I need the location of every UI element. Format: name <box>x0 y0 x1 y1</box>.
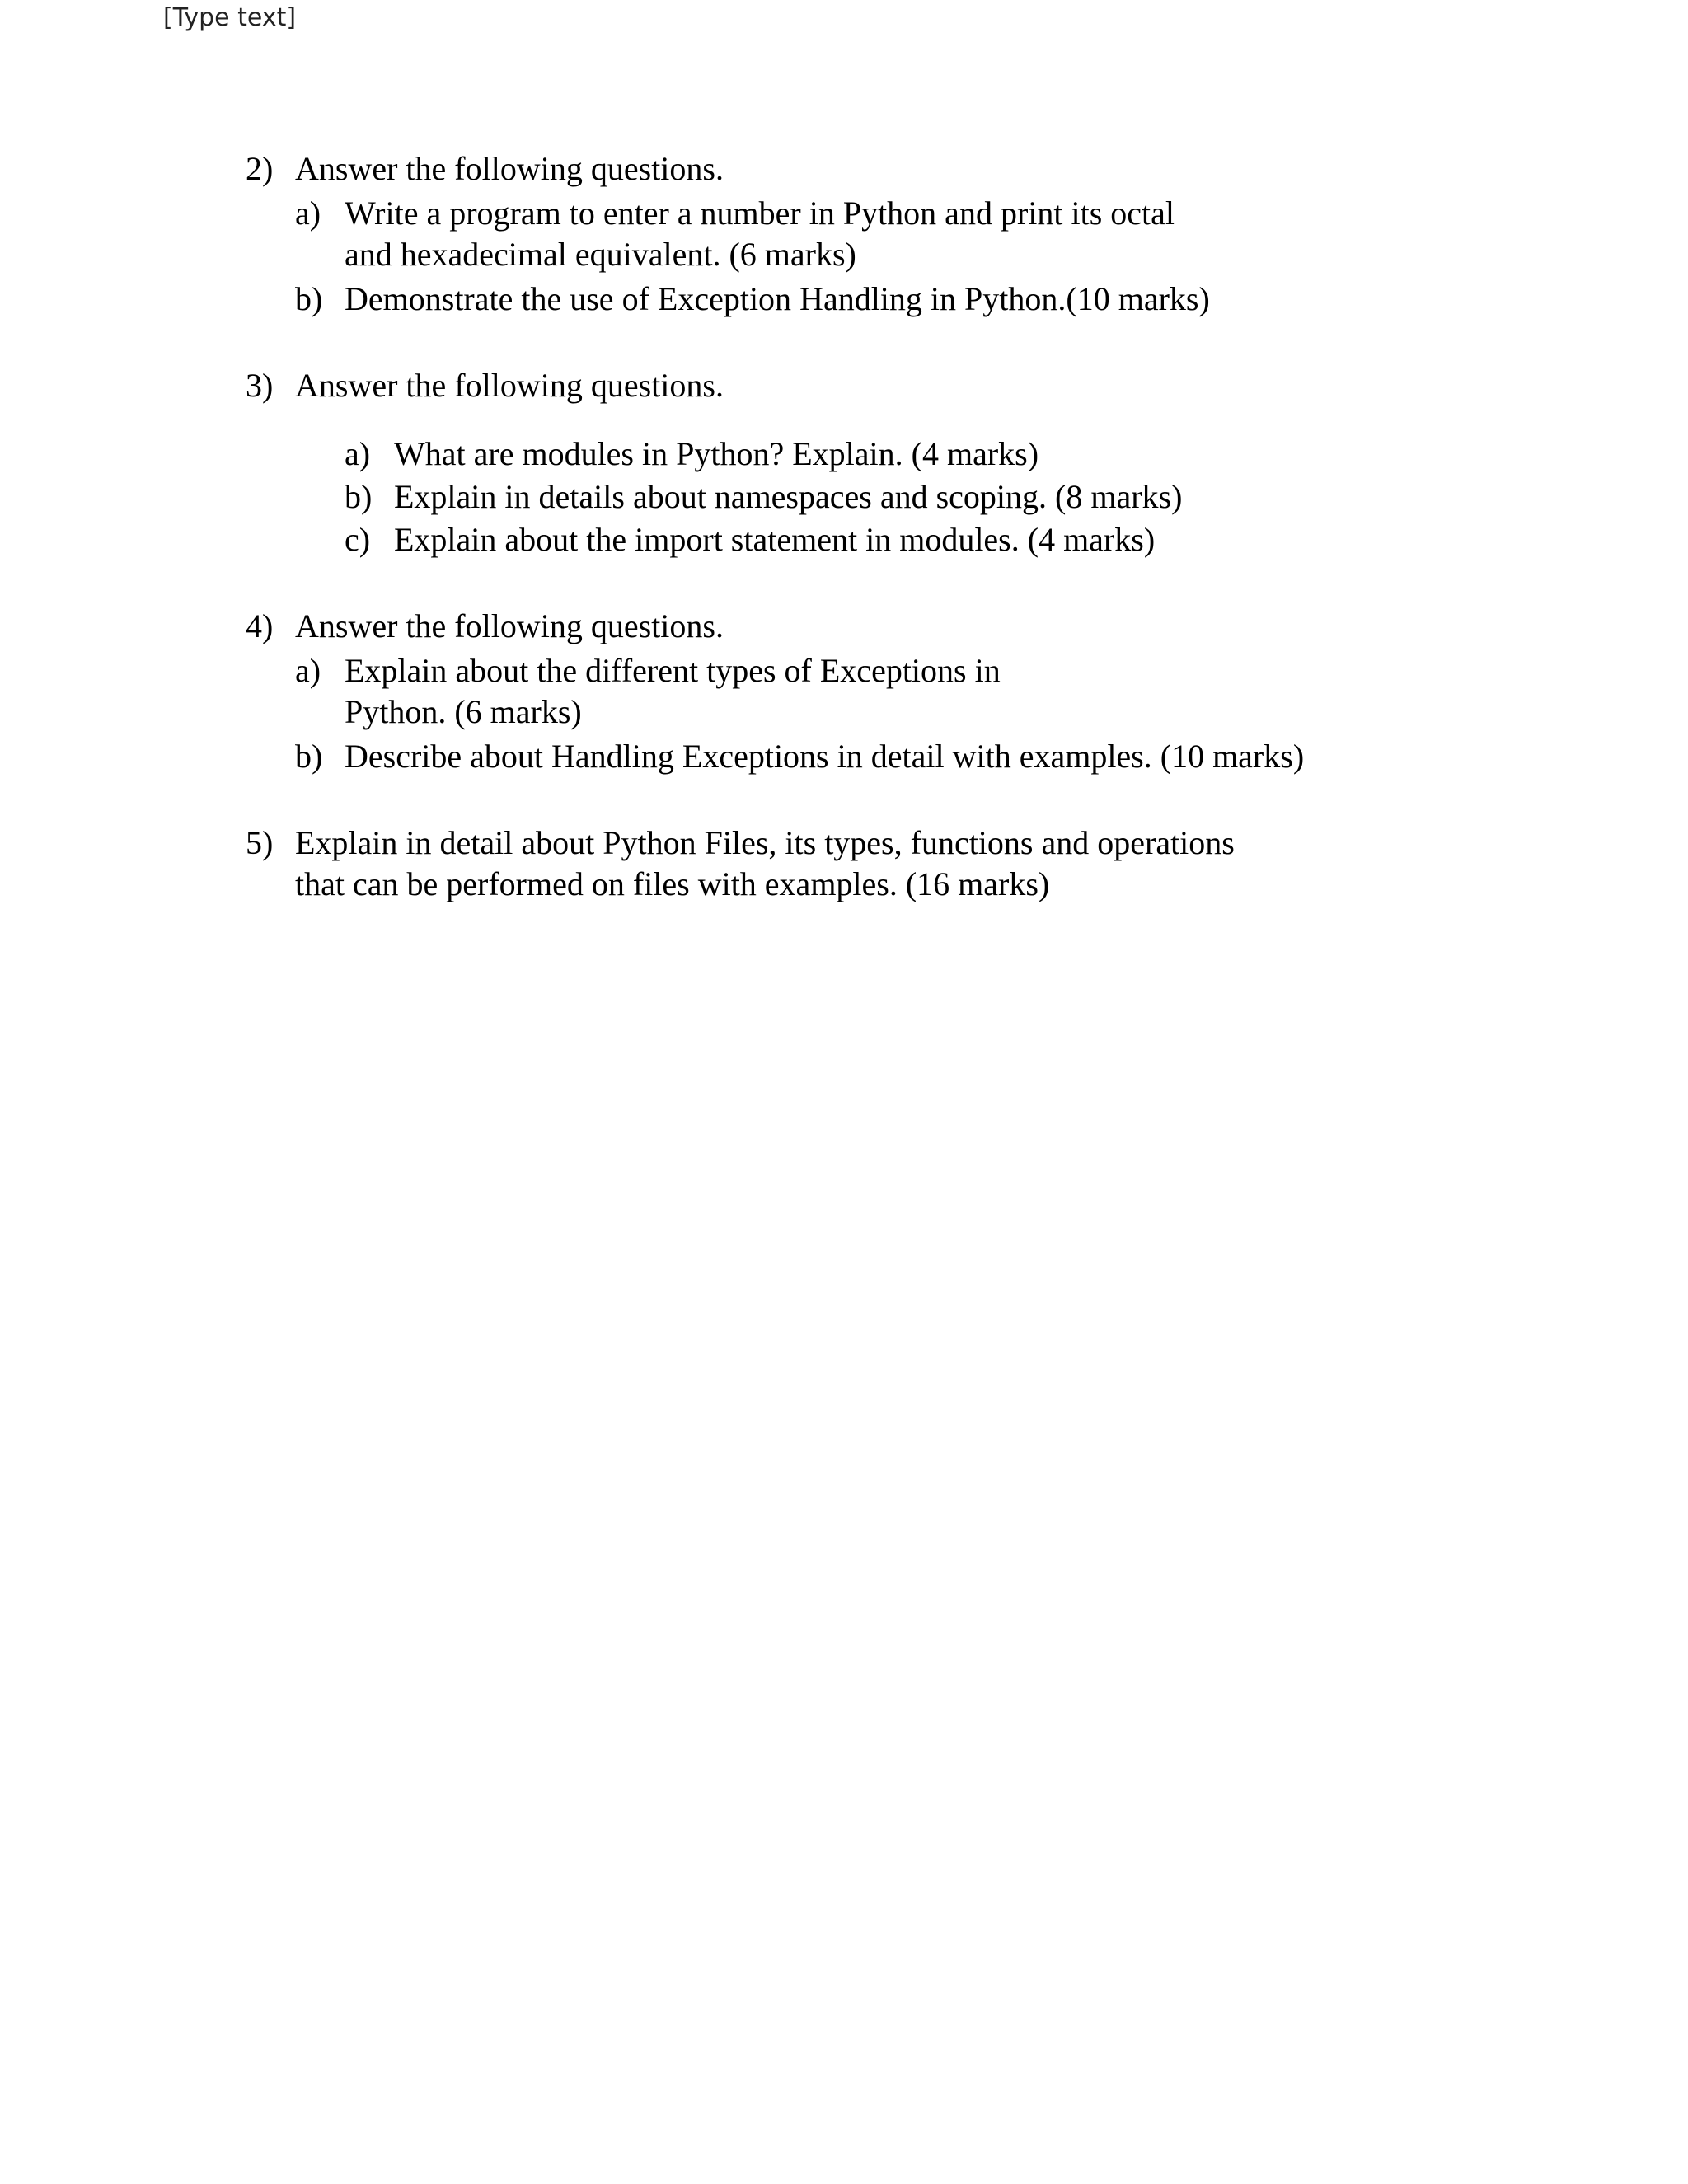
question-prompt: Answer the following questions. <box>295 367 724 404</box>
part-text-line: Explain about the import statement in modules. (4 marks) <box>394 521 1156 558</box>
question-number: 2) <box>246 150 274 187</box>
question-number: 3) <box>246 367 274 404</box>
part-text-line: Explain in details about namespaces and scoping. (8 marks) <box>394 478 1183 515</box>
part-label: b) <box>295 738 323 775</box>
question-number: 5) <box>246 824 274 861</box>
part-text-line: and hexadecimal equivalent. (6 marks) <box>345 236 856 273</box>
part-text-line: What are modules in Python? Explain. (4 marks) <box>394 435 1039 472</box>
question-prompt: Answer the following questions. <box>295 150 724 187</box>
part-text-line: Explain about the different types of Exceptions in <box>345 652 1001 689</box>
part-label: b) <box>295 280 323 317</box>
header-placeholder-text: [Type text] <box>163 3 297 32</box>
part-label: a) <box>345 435 371 472</box>
part-label: a) <box>295 652 321 689</box>
part-text-line: Describe about Handling Exceptions in detail with examples. (10 marks) <box>345 738 1305 775</box>
part-text-line: Write a program to enter a number in Python and print its octal <box>345 194 1175 232</box>
part-text-line: Demonstrate the use of Exception Handling in Python.(10 marks) <box>345 280 1210 317</box>
part-label: a) <box>295 194 321 232</box>
question-text-line: Explain in detail about Python Files, its types, functions and operations <box>295 824 1235 861</box>
question-prompt: Answer the following questions. <box>295 607 724 644</box>
part-label: b) <box>345 478 373 515</box>
question-number: 4) <box>246 607 274 644</box>
part-label: c) <box>345 521 371 558</box>
part-text-line: Python. (6 marks) <box>345 693 582 730</box>
question-text-line: that can be performed on files with examples. (16 marks) <box>295 865 1050 902</box>
